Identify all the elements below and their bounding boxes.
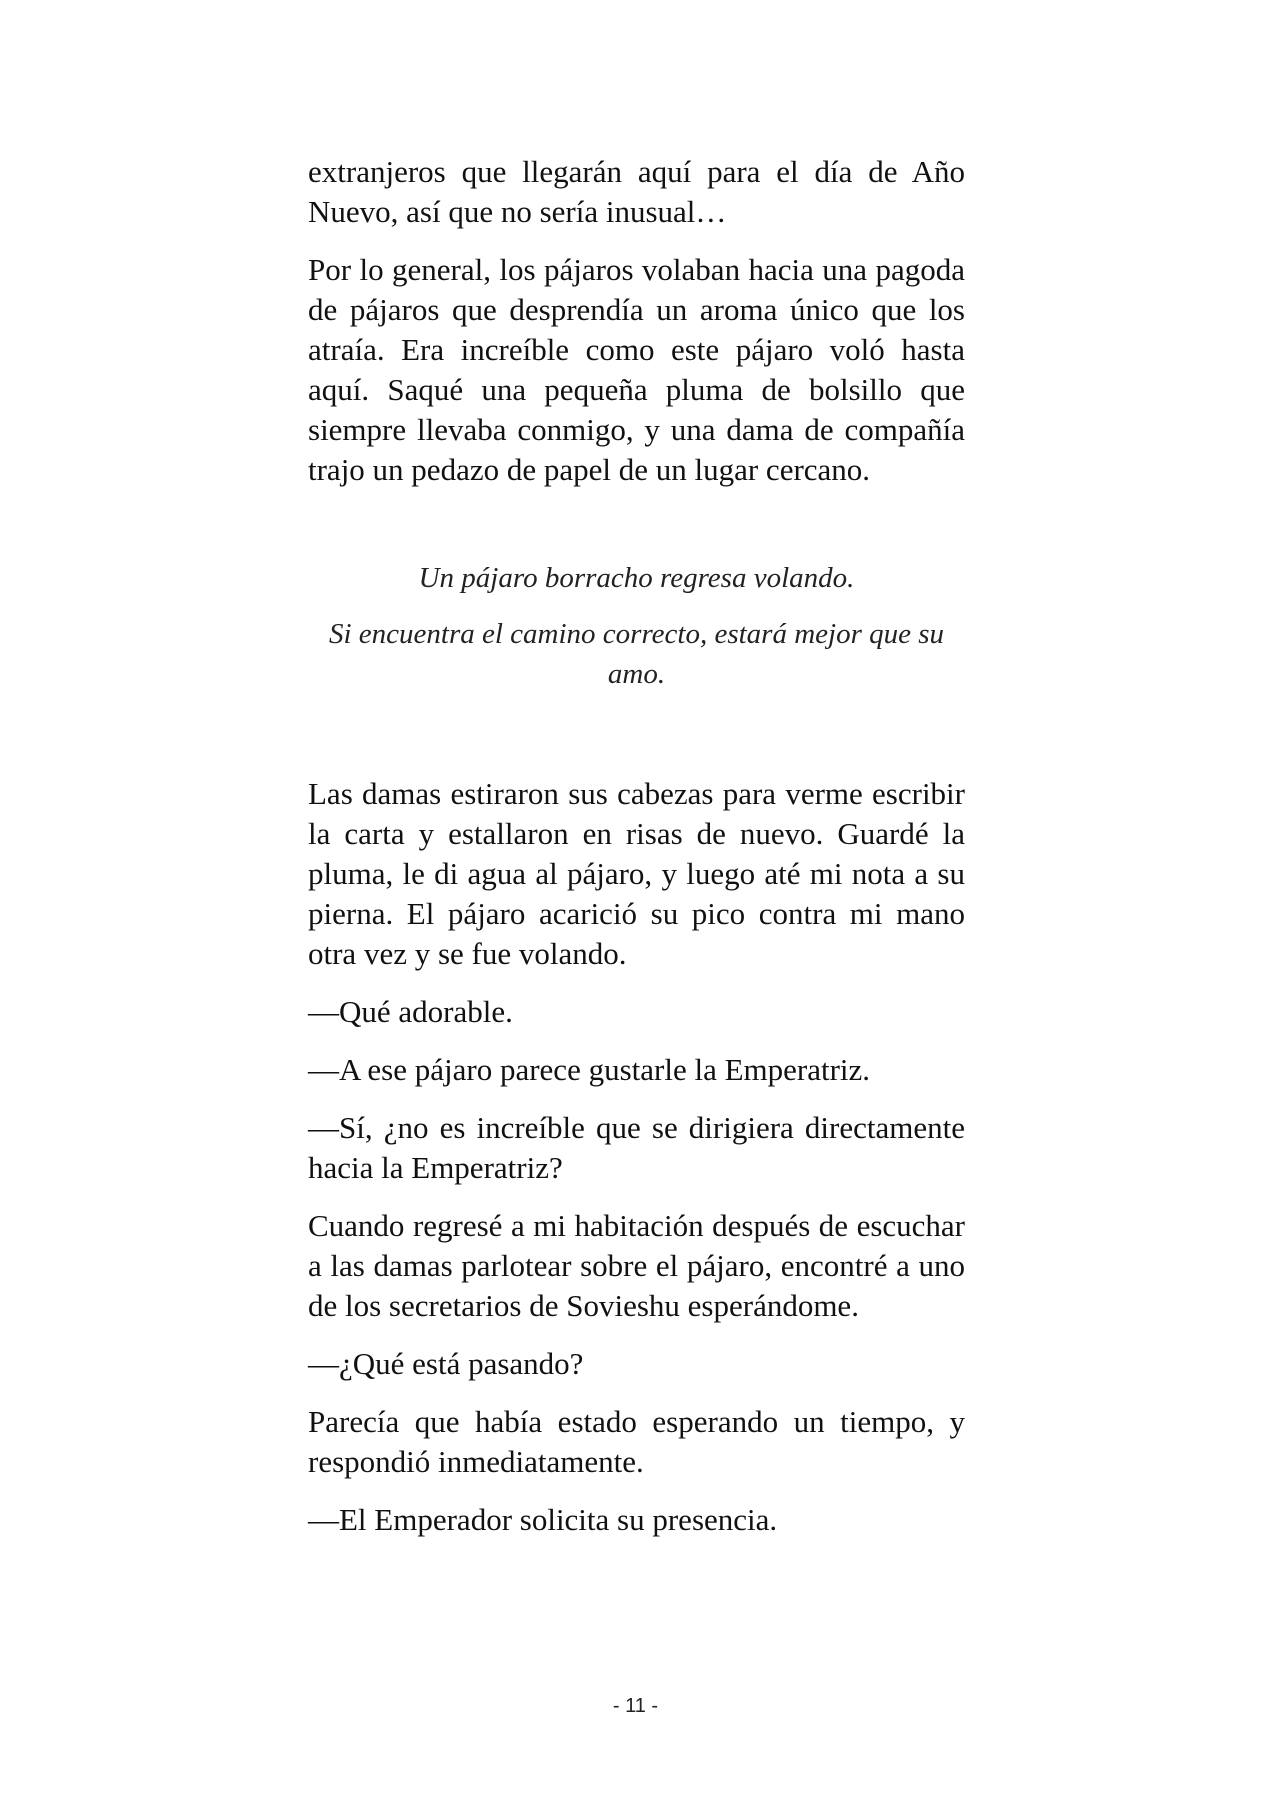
dialogue-line: —Qué adorable. xyxy=(308,994,513,1029)
dialogue-line: —Sí, ¿no es increíble que se dirigiera directamente hacia la Emperatriz? xyxy=(308,1110,965,1185)
dialogue-line: —¿Qué está pasando? xyxy=(308,1346,584,1381)
page-text xyxy=(308,152,965,1558)
paragraph: Por lo general, los pájaros volaban hacia una pagoda de pájaros que desprendía un aroma único que los atraía. Era increíble como este pájaro voló hasta aquí. Saqué una pequeña pluma de bolsillo que siempre llevaba conmigo, y una dama de compañía trajo un pedazo de papel de un lugar cercano. xyxy=(308,252,965,487)
page-number: - 11 - xyxy=(612,1695,659,1717)
dialogue-line: —El Emperador solicita su presencia. xyxy=(308,1502,778,1537)
dialogue-line: —A ese pájaro parece gustarle la Emperatriz. xyxy=(308,1052,871,1087)
paragraph: Las damas estiraron sus cabezas para verme escribir la carta y estallaron en risas de nuevo. Guardé la pluma, le di agua al pájaro, y luego até mi nota a su pierna. El pájaro acarició su pico contra mi mano otra vez y se fue volando. xyxy=(308,776,965,971)
paragraph: Parecía que había estado esperando un tiempo, y respondió inmediatamente. xyxy=(308,1404,965,1479)
paragraph: Cuando regresé a mi habitación después de escuchar a las damas parlotear sobre el pájaro, encontré a uno de los secretarios de Sovieshu esperándome. xyxy=(308,1208,965,1323)
paragraph: extranjeros que llegarán aquí para el día de Año Nuevo, así que no sería inusual… xyxy=(308,154,965,229)
verse-line: Si encuentra el camino correcto, estará mejor que su amo. xyxy=(328,618,945,690)
verse-line: Un pájaro borracho regresa volando. xyxy=(418,562,855,594)
